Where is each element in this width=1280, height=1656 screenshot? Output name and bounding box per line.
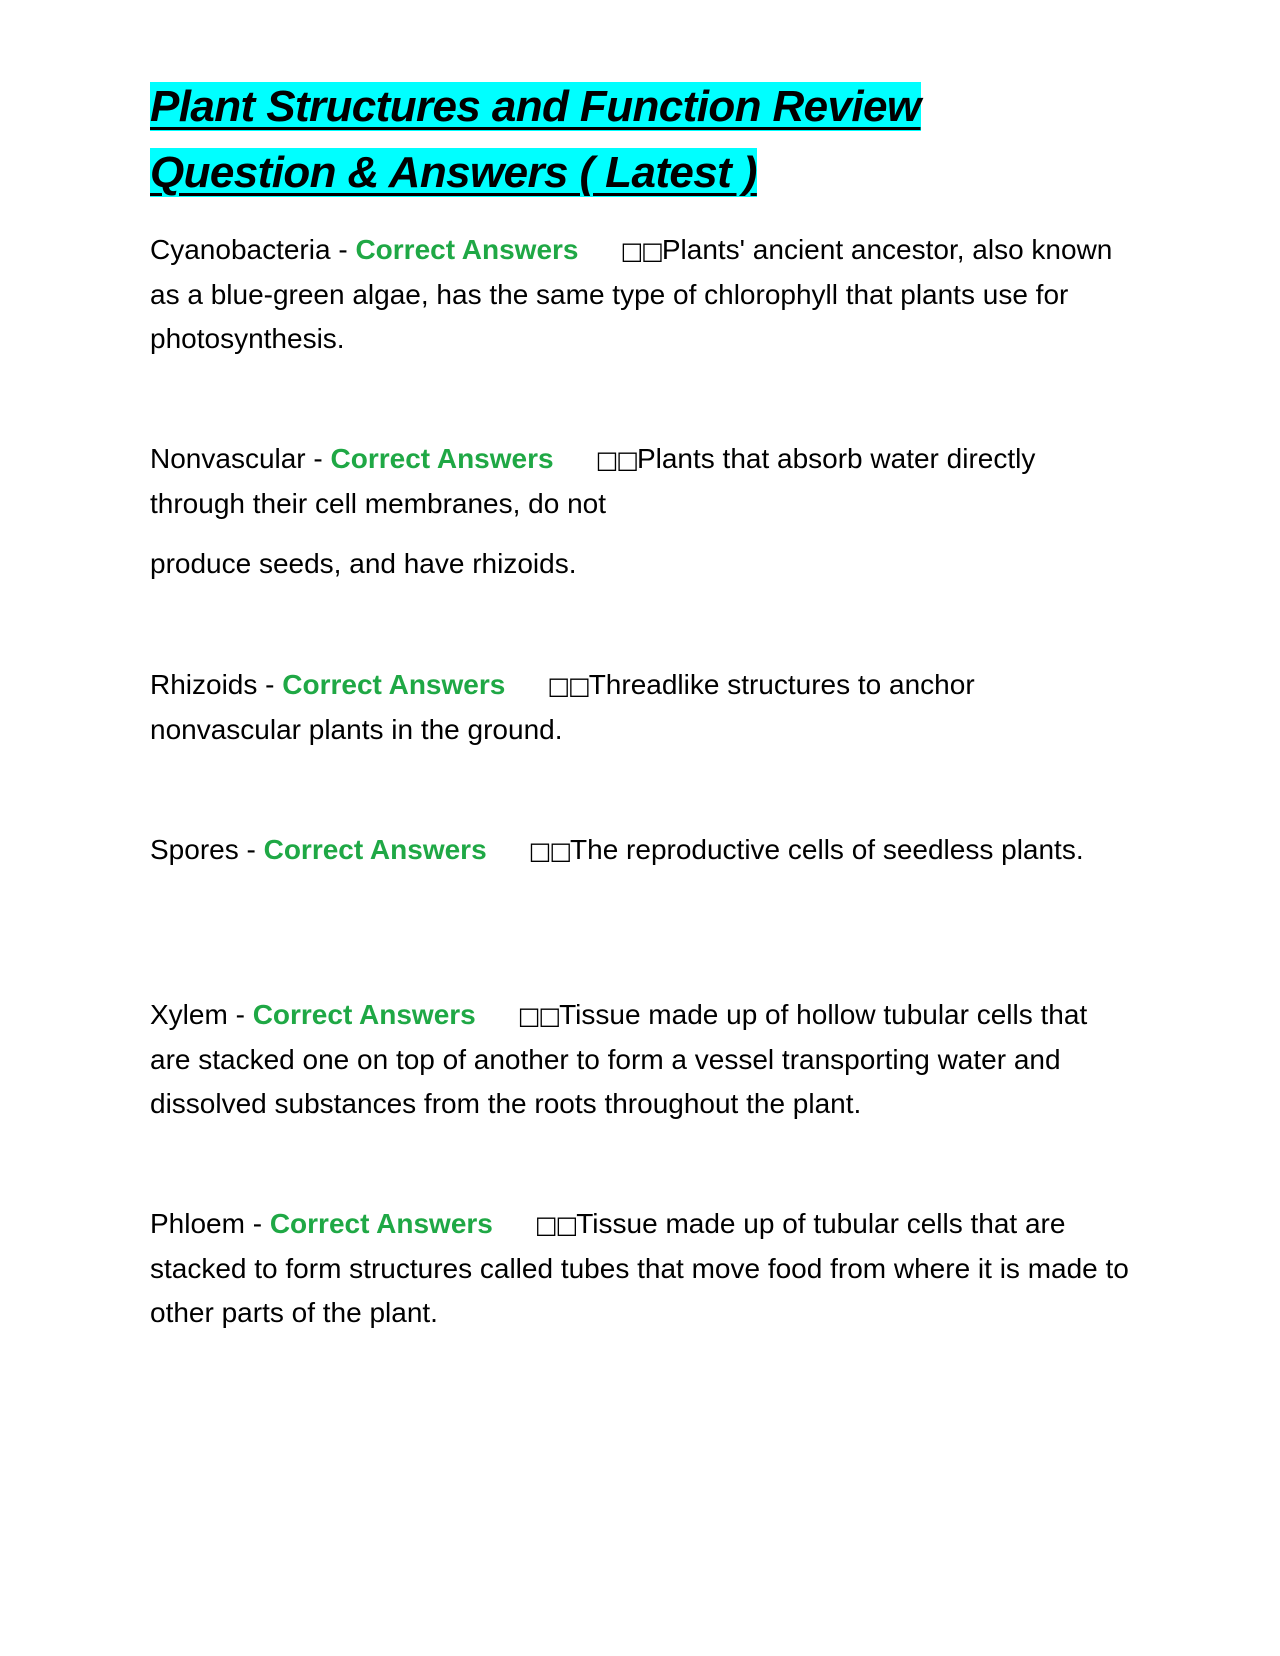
entry-cyanobacteria — [150, 228, 1130, 361]
correct-answers-label: Correct Answers — [330, 443, 554, 474]
entry-definition: The reproductive cells of seedless plants. — [570, 834, 1084, 865]
document-page — [150, 74, 1130, 206]
entry-term: Phloem — [150, 1208, 245, 1239]
separator: - — [305, 443, 331, 474]
separator: - — [330, 234, 356, 265]
correct-answers-label: Correct Answers — [355, 234, 579, 265]
document-title — [150, 74, 1130, 206]
missing-glyph-icon: □□ — [517, 1002, 560, 1030]
title-line-2: Question & Answers ( Latest ) — [150, 148, 757, 197]
missing-glyph-icon: □□ — [547, 672, 589, 700]
entry-term: Xylem — [150, 999, 228, 1030]
entry-definition: Tissue made up of tubular cells that are stacked to form structures called tubes that move food from where it is made to other parts of the plant. — [150, 1208, 1129, 1328]
missing-glyph-icon: □□ — [620, 237, 662, 265]
entry-term: Rhizoids — [150, 669, 258, 700]
entry-nonvascular — [150, 437, 1130, 586]
separator: - — [227, 999, 253, 1030]
missing-glyph-icon: □□ — [595, 446, 637, 474]
missing-glyph-icon: □□ — [534, 1211, 577, 1239]
entry-phloem — [150, 1202, 1130, 1335]
entry-term: Nonvascular — [150, 443, 306, 474]
entry-xylem — [150, 993, 1130, 1126]
entry-definition: Tissue made up of hollow tubular cells that are stacked one on top of another to form a vessel transporting water and dissolved substances from the roots throughout the plant. — [150, 999, 1088, 1119]
separator: - — [257, 669, 283, 700]
title-line-1: Plant Structures and Function Review — [150, 82, 921, 131]
correct-answers-label: Correct Answers — [252, 999, 476, 1030]
missing-glyph-icon: □□ — [528, 837, 571, 865]
entry-definition: Plants' ancient ancestor, also known as a blue-green algae, has the same type of chlorophyll that plants use for photosynthesis. — [150, 234, 1113, 354]
entry-term: Cyanobacteria — [150, 234, 331, 265]
correct-answers-label: Correct Answers — [269, 1208, 493, 1239]
separator: - — [244, 1208, 270, 1239]
entry-term: Spores — [150, 834, 239, 865]
entry-rhizoids — [150, 663, 1130, 752]
entry-spores — [150, 828, 1130, 873]
entry-definition: Plants that absorb water directly through their cell membranes, do not — [150, 443, 1036, 519]
entry-definition-continued: produce seeds, and have rhizoids. — [150, 548, 577, 579]
correct-answers-label: Correct Answers — [282, 669, 506, 700]
correct-answers-label: Correct Answers — [263, 834, 487, 865]
entry-definition: Threadlike structures to anchor nonvascular plants in the ground. — [150, 669, 975, 745]
separator: - — [238, 834, 264, 865]
